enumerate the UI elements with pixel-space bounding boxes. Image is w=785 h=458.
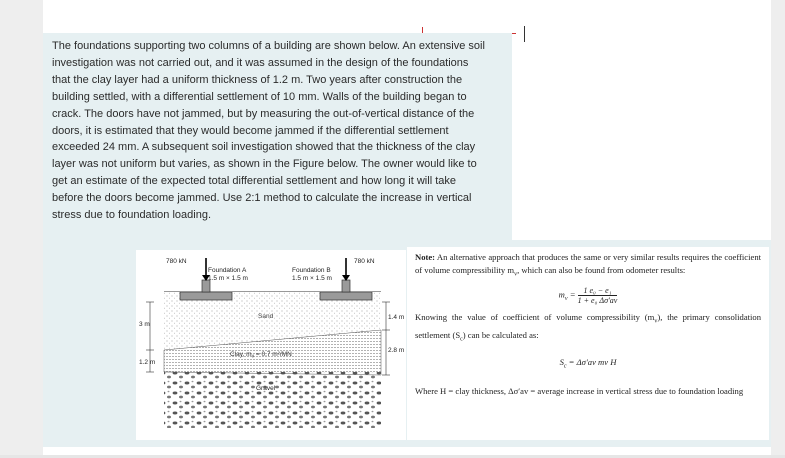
question-line: layer was not uniform but varies, as shown in the Figure below. The owner would like to (52, 158, 477, 171)
load-a-label: 780 kN (166, 258, 187, 265)
note-panel (407, 247, 769, 440)
foundation-a-name: Foundation A (208, 267, 247, 274)
text-cursor (524, 26, 525, 42)
question-line: get an estimate of the expected total differential settlement and how long it will take (52, 175, 456, 188)
note-paragraph-2: Knowing the value of coefficient of volume compressibility $(m_v)$, the primary consolidation settlement $(S_c)$ can be calculated as: (415, 312, 761, 343)
question-line: crack. The doors have not jammed, but by measuring the out-of-vertical distance of the (52, 107, 475, 120)
gravel-label: Gravel (256, 385, 276, 392)
left-margin (0, 0, 43, 458)
question-line: The foundations supporting two columns of a building are shown below. An extensive soil (52, 40, 485, 52)
question-line: investigation was not carried out, and it was assumed in the design of the foundations (52, 56, 469, 69)
dim-3m: 3 m (139, 321, 150, 328)
note-paragraph-1: Note: An alternative approach that produces the same or very similar results requires the coefficient of volume compressibility $m_v$, which can also be found from odometer results: (415, 252, 761, 278)
question-line: building settled, with a differential settlement of 10 mm. Walls of the building began to (52, 90, 467, 103)
clay-label: Clay, $m_v = 0.7$ m²/MN (230, 351, 292, 360)
question-line: exceeded 24 mm. A subsequent soil investigation showed that the thickness of the clay (52, 141, 476, 154)
load-b-label: 780 kN (354, 258, 375, 265)
mv-formula: $m_v$ = $\frac{\text{1 e₀ − e₁}}{\text{1 + e₀ Δσ′av}}$ (558, 285, 618, 305)
right-scroll-area[interactable] (771, 0, 785, 458)
question-line: stress due to foundation loading. (52, 209, 212, 222)
dim-1-2m: 1.2 m (139, 359, 156, 366)
foundation-b-name: Foundation B (292, 267, 331, 274)
question-text (43, 33, 512, 240)
sand-label: Sand (258, 313, 274, 320)
settlement-formula: $S_c = \Delta\sigma'av$ mv H (559, 356, 617, 370)
gravel-layer (164, 372, 381, 428)
question-line: doors, it is estimated that they would become jammed if the differential settlement (52, 124, 449, 137)
question-line: before the doors become jammed. Use 2:1 method to calculate the increase in vertical (52, 192, 472, 205)
foundation-a-size: 1.5 m × 1.5 m (208, 275, 248, 282)
foundation-a (180, 292, 232, 300)
foundation-b-size: 1.5 m × 1.5 m (292, 275, 332, 282)
question-line: that the clay layer had a uniform thickness of 1.2 m. Two years after construction the (52, 73, 463, 86)
foundation-b (320, 292, 372, 300)
dim-1-4m: 1.4 m (388, 314, 405, 321)
foundation-diagram (136, 250, 406, 440)
note-paragraph-3: Where H = clay thickness, Δσ′av = average increase in vertical stress due to foundation loading (415, 386, 744, 397)
dim-2-8m: 2.8 m (388, 347, 405, 354)
